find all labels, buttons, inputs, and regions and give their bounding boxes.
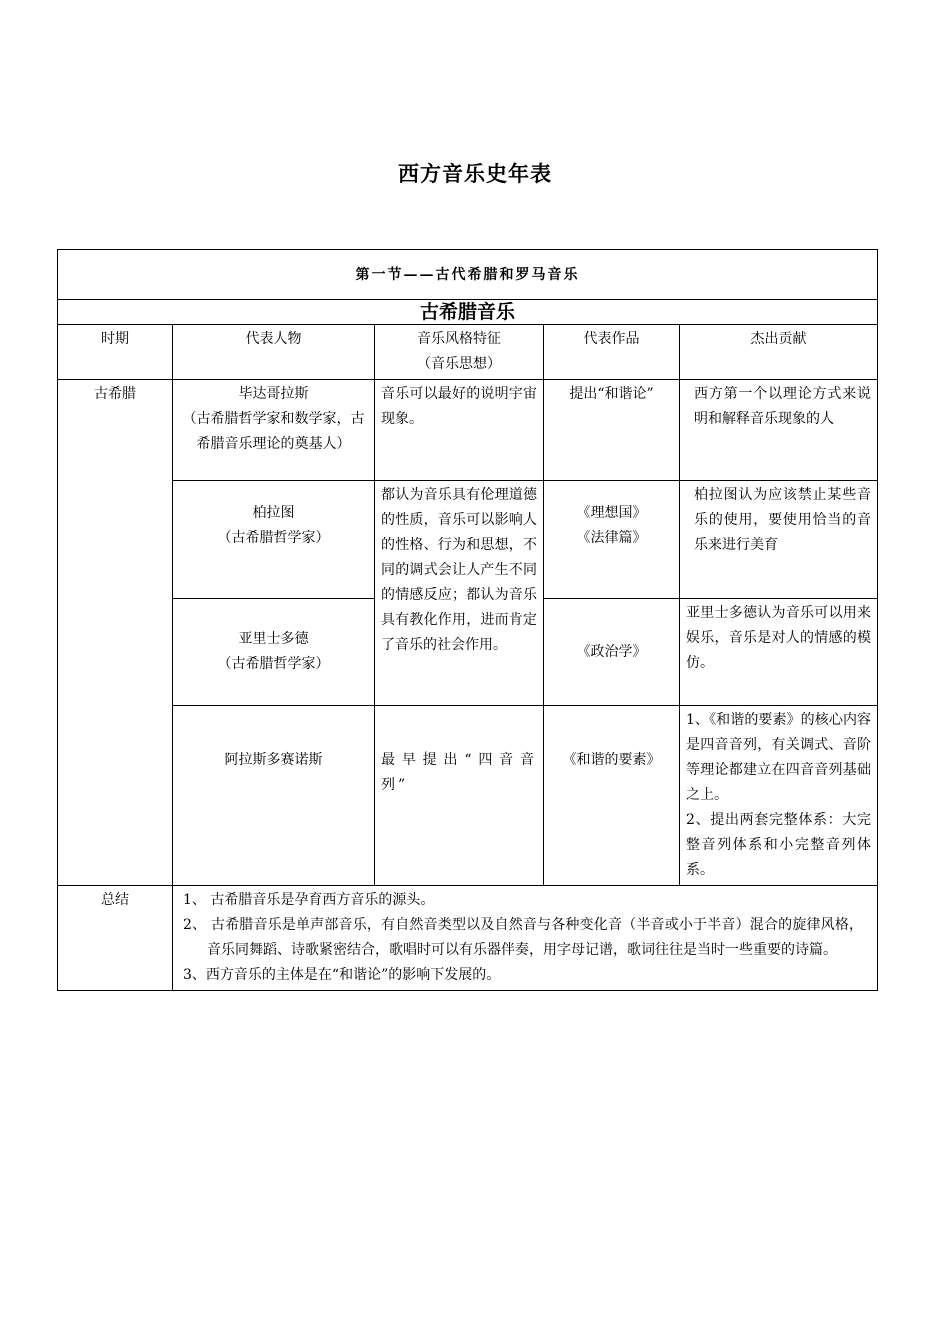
person-name: 柏拉图: [252, 505, 295, 521]
header-style: [375, 325, 544, 380]
person-cell: [173, 481, 375, 599]
table-row: [58, 481, 878, 599]
person-desc: （古希腊哲学家）: [217, 530, 330, 546]
contribution-item: 1、《和谐的要素》的核心内容是四音音列，有关调式、音阶等理论都建立在四音音列基础之上。: [686, 712, 872, 803]
header-style-line2: （音乐思想）: [417, 356, 501, 372]
page-title: 西方音乐史年表: [398, 161, 552, 186]
history-table: [57, 249, 878, 991]
works-item: 《理想国》: [576, 505, 647, 521]
works-cell: 《和谐的要素》: [544, 706, 680, 886]
contribution-item: 2、提出两套完整体系：大完整音列体系和小完整音列体系。: [686, 812, 872, 878]
person-cell: [173, 599, 375, 706]
period-cell: 古希腊: [58, 380, 173, 886]
works-item: 《法律篇》: [576, 530, 647, 546]
table-row: [58, 706, 878, 886]
header-contribution: 杰出贡献: [680, 325, 878, 380]
summary-row: [58, 886, 878, 991]
header-row: [58, 325, 878, 380]
person-desc: （古希腊哲学家）: [217, 656, 330, 672]
shared-style-cell: 都认为音乐具有伦理道德的性质，音乐可以影响人的性格、行为和思想，不同的调式会让人产生不同的情感反应；都认为音乐具有教化作用，进而肯定了音乐的社会作用。: [375, 481, 544, 706]
header-period: 时期: [58, 325, 173, 380]
header-person: 代表人物: [173, 325, 375, 380]
section-title: 第一节——古代希腊和罗马音乐: [58, 250, 878, 300]
sub-title: 古希腊音乐: [58, 300, 878, 325]
person-name: 亚里士多德: [238, 631, 309, 647]
contribution-cell: 西方第一个以理论方式来说明和解释音乐现象的人: [680, 380, 878, 481]
style-cell: 最早提出“四音音列”: [375, 706, 544, 886]
style-cell: 音乐可以最好的说明宇宙现象。: [375, 380, 544, 481]
works-cell: [544, 481, 680, 599]
header-works: 代表作品: [544, 325, 680, 380]
contribution-cell: [680, 706, 878, 886]
summary-item: 2、 古希腊音乐是单声部音乐，有自然音类型以及自然音与各种变化音（半音或小于半音）混合的旋律风格，音乐同舞蹈、诗歌紧密结合，歌唱时可以有乐器伴奏，用字母记谱，歌词往往是当时一些重要的诗篇。: [183, 917, 864, 958]
person-cell: 阿拉斯多赛诺斯: [173, 706, 375, 886]
table-row: [58, 380, 878, 481]
works-cell: 提出“和谐论”: [544, 380, 680, 481]
header-style-line1: 音乐风格特征: [417, 331, 501, 347]
person-cell: [173, 380, 375, 481]
works-cell: 《政治学》: [544, 599, 680, 706]
summary-item: 3、西方音乐的主体是在“和谐论”的影响下发展的。: [183, 967, 501, 983]
person-name: 毕达哥拉斯: [238, 386, 309, 402]
summary-cell: [173, 886, 878, 991]
contribution-cell: 柏拉图认为应该禁止某些音乐的使用，要使用恰当的音乐来进行美育: [680, 481, 878, 599]
person-desc: （古希腊哲学家和数学家，古希腊音乐理论的奠基人）: [182, 411, 365, 452]
summary-label: 总结: [58, 886, 173, 991]
contribution-cell: 亚里士多德认为音乐可以用来娱乐，音乐是对人的情感的模仿。: [680, 599, 878, 706]
summary-item: 1、 古希腊音乐是孕育西方音乐的源头。: [183, 892, 435, 908]
